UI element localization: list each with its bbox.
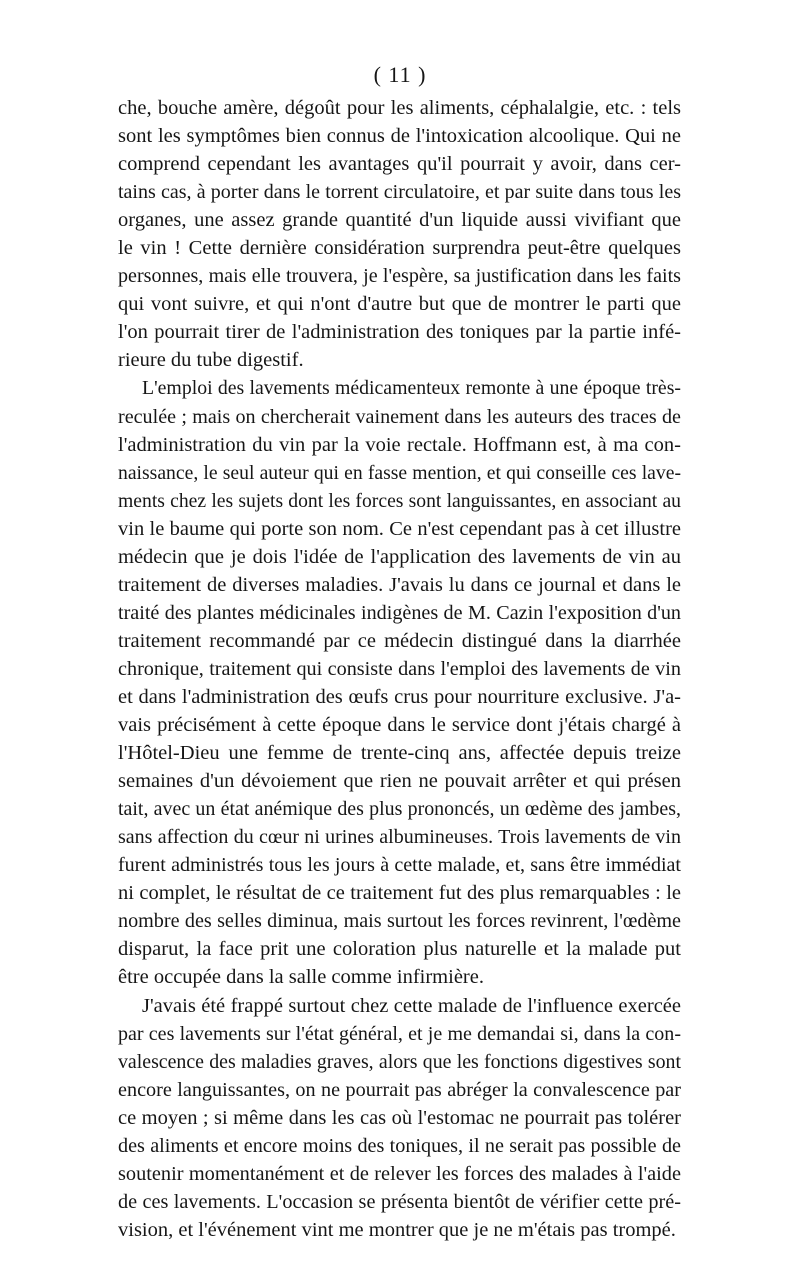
text-line: L'emploi des lavements médicamenteux remonte à une époque très- <box>142 377 681 400</box>
text-line: naissance, le seul auteur qui en fasse mention, et qui conseille ces lave- <box>118 461 681 484</box>
text-line: reculée ; mais on chercherait vainement dans les auteurs des traces de <box>118 405 681 428</box>
text-line: sans affection du cœur ni urines albumineuses. Trois lavements de vin <box>118 826 681 849</box>
text-line: de ces lavements. L'occasion se présenta bientôt de vérifier cette pré- <box>118 1190 681 1213</box>
text-line: l'Hôtel-Dieu une femme de trente-cinq ans, affectée depuis treize <box>118 742 681 765</box>
text-line: ce moyen ; si même dans les cas où l'estomac ne pourrait pas tolérer <box>118 1106 681 1129</box>
text-line: sont les symptômes bien connus de l'intoxication alcoolique. Qui ne <box>118 125 681 148</box>
text-line: tains cas, à porter dans le torrent circulatoire, et par suite dans tous les <box>118 181 681 204</box>
text-line: par ces lavements sur l'état général, et je me demandai si, dans la con- <box>118 1022 681 1045</box>
text-line: vision, et l'événement vint me montrer que je ne m'étais pas trompé. <box>118 1218 676 1241</box>
text-line: traitement recommandé par ce médecin distingué dans la diarrhée <box>118 629 681 652</box>
text-line: médecin que je dois l'idée de l'application des lavements de vin au <box>118 545 681 568</box>
text-line: ments chez les sujets dont les forces sont languissantes, en associant au <box>118 489 681 512</box>
text-line: être occupée dans la salle comme infirmière. <box>118 966 484 989</box>
text-line: soutenir momentanément et de relever les forces des malades à l'aide <box>118 1162 681 1185</box>
text-line: des aliments et encore moins des toniques, il ne serait pas possible de <box>118 1134 681 1157</box>
text-line: l'administration du vin par la voie rectale. Hoffmann est, à ma con- <box>118 433 681 456</box>
text-line: personnes, mais elle trouvera, je l'espère, sa justification dans les faits <box>118 265 681 288</box>
text-line: organes, une assez grande quantité d'un liquide aussi vivifiant que <box>118 209 681 232</box>
text-line: semaines d'un dévoiement que rien ne pouvait arrêter et qui présen <box>118 770 681 793</box>
paragraph-3 <box>118 992 681 1244</box>
text-line: vin le baume qui porte son nom. Ce n'est cependant pas à cet illustre <box>118 517 681 540</box>
text-line: vais précisément à cette époque dans le service dont j'étais chargé à <box>118 714 681 737</box>
text-line: l'on pourrait tirer de l'administration des toniques par la partie infé- <box>118 321 681 344</box>
text-line: comprend cependant les avantages qu'il pourrait y avoir, dans cer- <box>118 153 681 176</box>
paragraph-2 <box>118 374 681 991</box>
text-line: chronique, traitement qui consiste dans l'emploi des lavements de vin <box>118 657 681 680</box>
text-line: disparut, la face prit une coloration plus naturelle et la malade put <box>118 938 681 961</box>
text-line: le vin ! Cette dernière considération surprendra peut-être quelques <box>118 237 681 260</box>
text-line: traité des plantes médicinales indigènes de M. Cazin l'exposition d'un <box>118 601 681 624</box>
paragraph-1 <box>118 94 681 374</box>
text-line: furent administrés tous les jours à cette malade, et, sans être immédiat <box>118 854 681 877</box>
text-line: valescence des maladies graves, alors que les fonctions digestives sont <box>118 1050 681 1073</box>
text-line: traitement de diverses maladies. J'avais lu dans ce journal et dans le <box>118 573 681 596</box>
text-line: ni complet, le résultat de ce traitement fut des plus remarquables : le <box>118 882 681 905</box>
text-line: et dans l'administration des œufs crus pour nourriture exclusive. J'a- <box>118 685 681 708</box>
text-line: che, bouche amère, dégoût pour les aliments, céphalalgie, etc. : tels <box>118 97 681 119</box>
text-line: qui vont suivre, et qui n'ont d'autre but que de montrer le parti que <box>118 293 681 316</box>
text-line: J'avais été frappé surtout chez cette malade de l'influence exercée <box>142 994 681 1017</box>
text-line: rieure du tube digestif. <box>118 349 304 372</box>
text-line: nombre des selles diminua, mais surtout les forces revinrent, l'œdème <box>118 910 681 933</box>
body-text <box>118 94 681 1244</box>
text-line: encore languissantes, on ne pourrait pas abréger la convalescence par <box>118 1078 681 1101</box>
text-line: tait, avec un état anémique des plus prononcés, un œdème des jambes, <box>118 798 681 821</box>
page-number: ( 11 ) <box>373 62 427 87</box>
